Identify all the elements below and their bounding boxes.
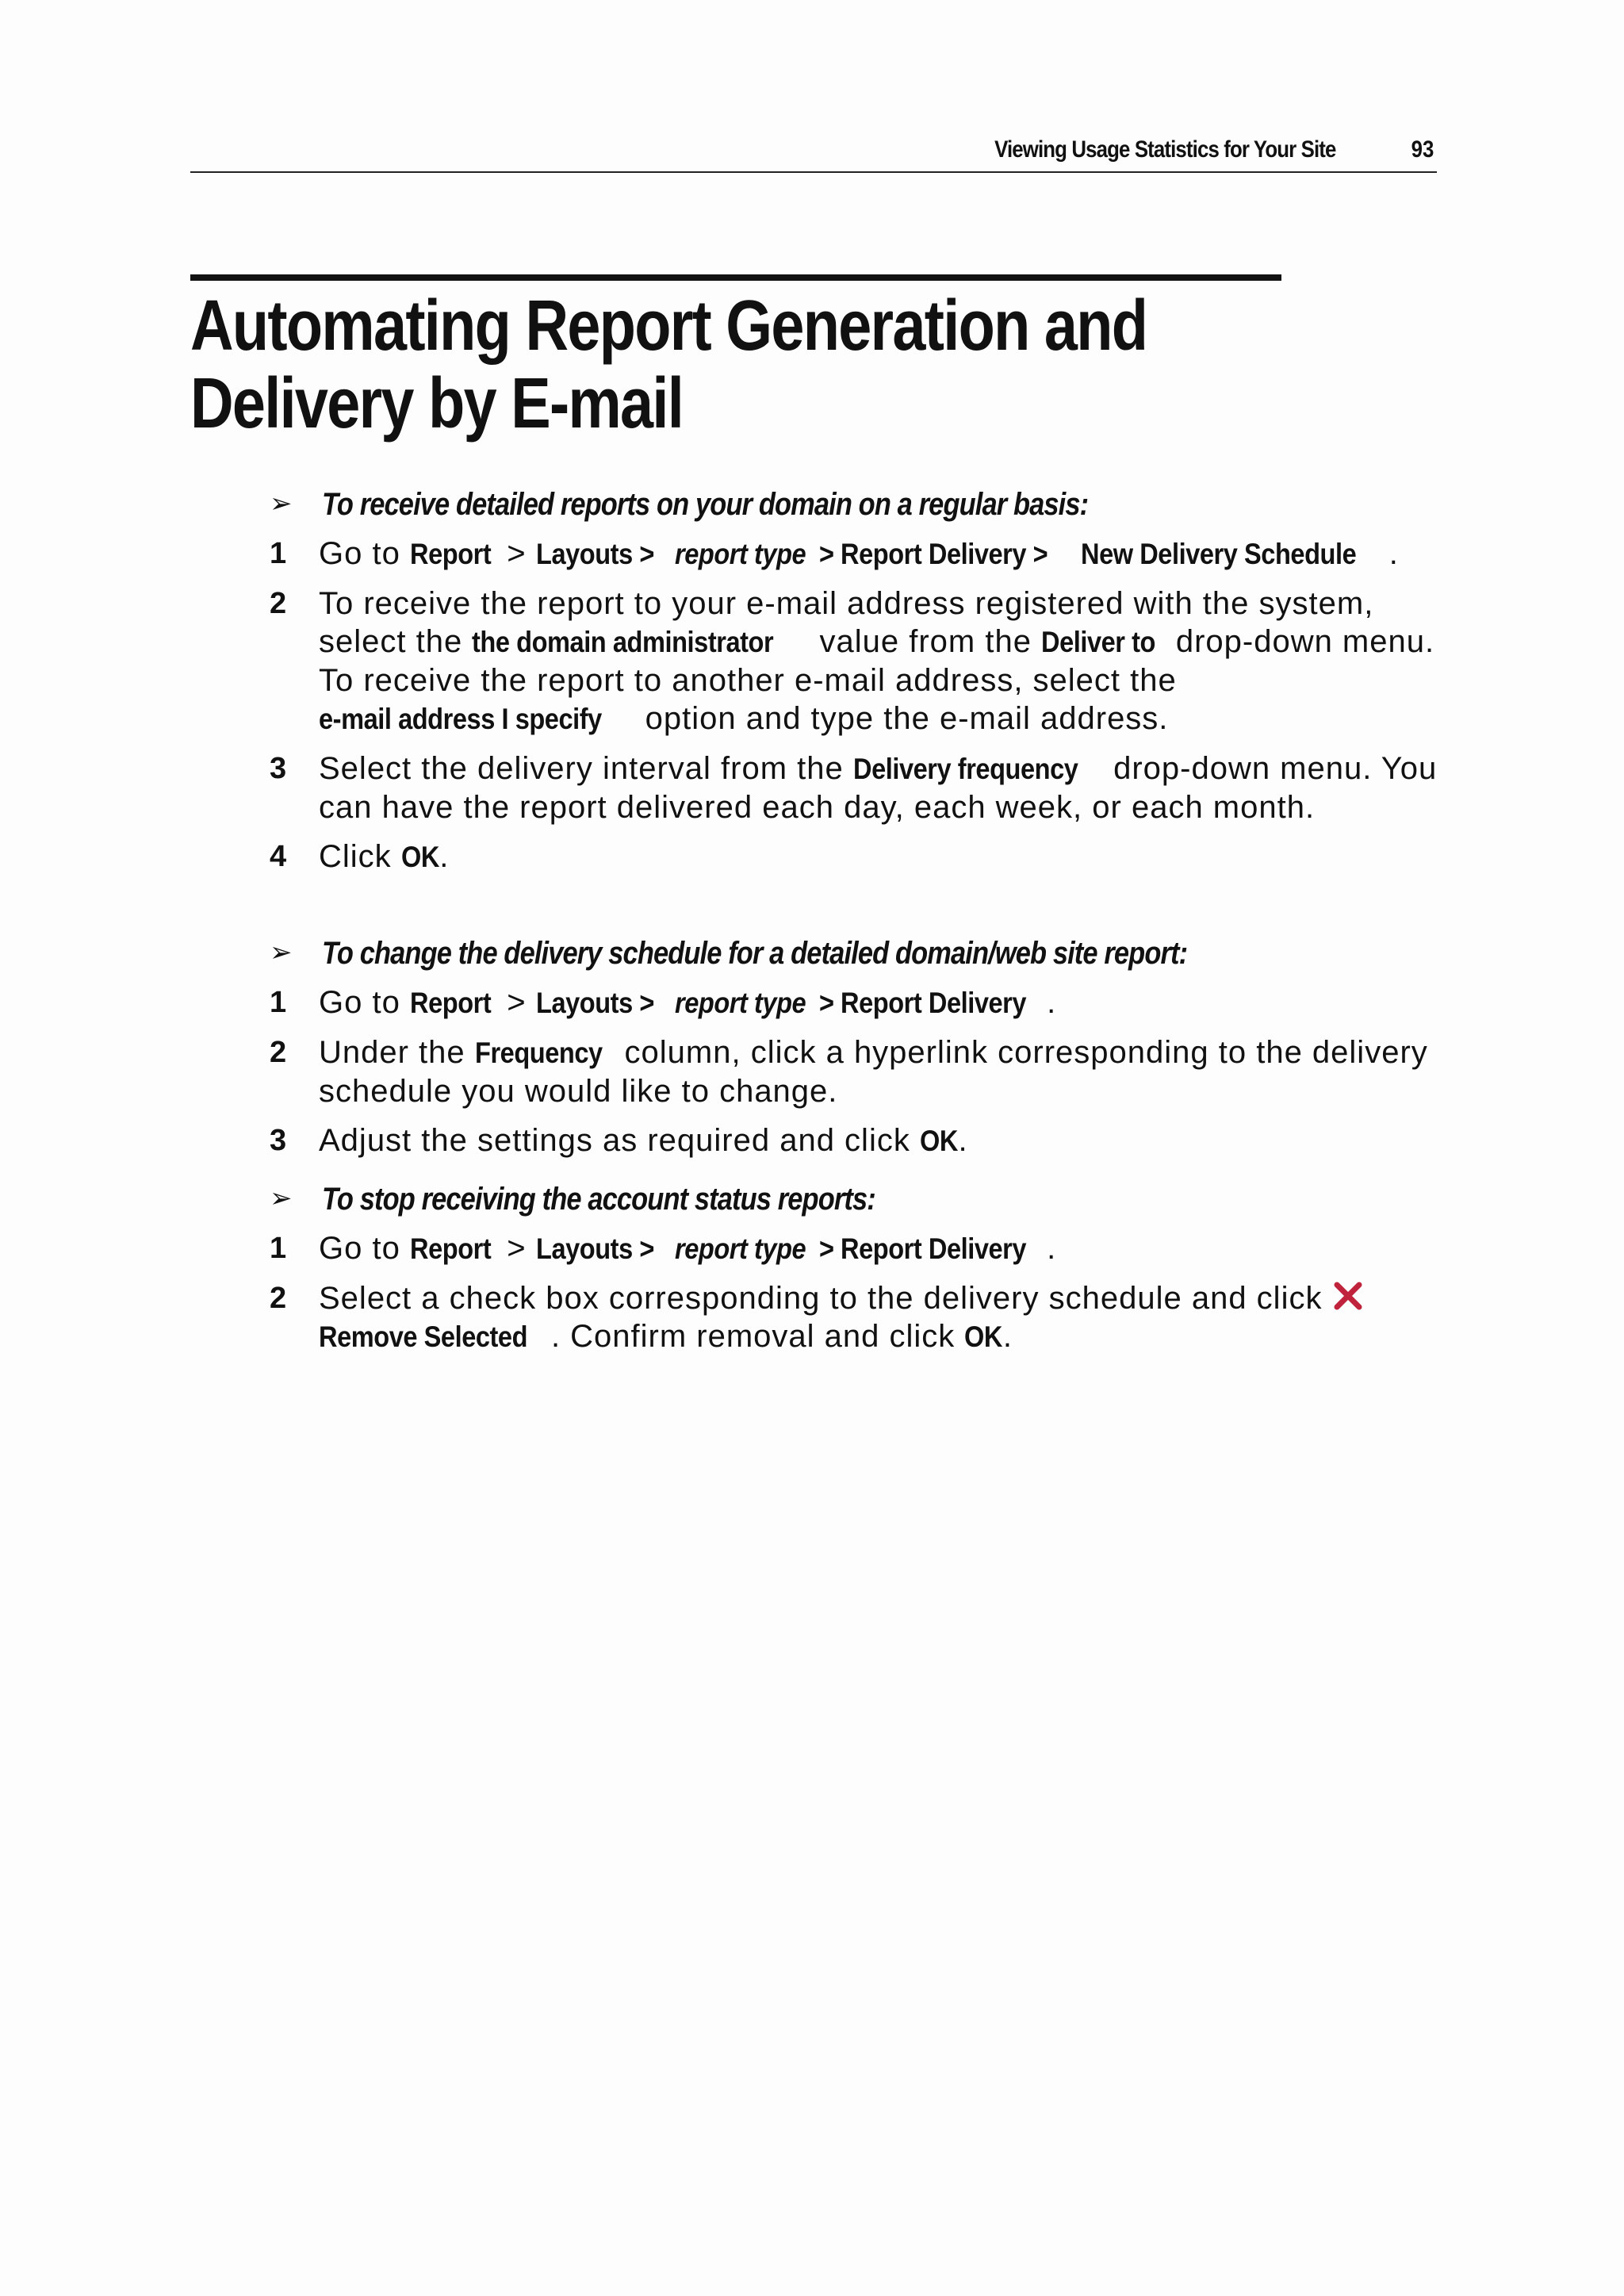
ui-element-report-type: report type — [675, 987, 806, 1019]
procedure-title: To change the delivery schedule for a detailed domain/web site report: — [322, 936, 1188, 971]
ui-element-ok: OK — [400, 841, 439, 873]
ui-element-layouts: Layouts > — [535, 538, 654, 570]
step-text: Under the Frequency column, click a hyperlink corresponding to the delivery schedule you would like to change. — [319, 1035, 1428, 1109]
step — [270, 749, 1443, 826]
ui-element-new-delivery-schedule: New Delivery Schedule — [1081, 538, 1357, 570]
step-number: 4 — [270, 840, 287, 873]
ui-element-report-delivery: Report Delivery — [841, 987, 1027, 1019]
step-text: Select the delivery interval from the Delivery frequency drop-down menu. You can have the report delivered each day, each week, or each month. — [319, 751, 1438, 825]
ui-element-report-type: report type — [675, 1232, 806, 1265]
header-title: Viewing Usage Statistics for Your Site — [994, 136, 1335, 163]
step-number: 2 — [270, 1282, 287, 1315]
step — [270, 1279, 1443, 1356]
remove-icon — [1332, 1280, 1364, 1312]
procedure-title: To stop receiving the account status reports: — [322, 1182, 875, 1217]
ui-element-ok: OK — [919, 1125, 958, 1157]
procedure-heading — [270, 1180, 1443, 1218]
step-number: 1 — [270, 986, 287, 1019]
ui-element-report-type: report type — [675, 538, 806, 570]
ui-element-ok: OK — [964, 1320, 1003, 1353]
step — [270, 585, 1443, 738]
step — [270, 535, 1443, 573]
ui-element-report: Report — [409, 538, 492, 570]
step — [270, 1033, 1443, 1110]
ui-element-domain-administrator: the domain administrator — [472, 626, 774, 658]
step-text: Go to Report > Layouts > report type> Report Delivery > New Delivery Schedule . — [319, 535, 1443, 573]
procedure-change-schedule — [270, 934, 1443, 1160]
step-number: 1 — [270, 537, 287, 570]
ui-element-layouts: Layouts > — [535, 1232, 654, 1265]
ui-element-deliver-to: Deliver to — [1041, 626, 1156, 658]
step-text: Go to Report > Layouts > report type> Report Delivery . — [319, 983, 1443, 1022]
step-text: To receive the report to your e-mail address registered with the system, select the the domain administrator value from the Deliver to drop-down menu. To receive the report to another e-mail address, select the e-mail address I specify option and type the e-mail address. — [319, 585, 1443, 738]
procedure-stop-reports — [270, 1180, 1443, 1356]
step-text: Go to Report > Layouts > report type> Report Delivery . — [319, 1229, 1443, 1268]
step-number: 1 — [270, 1232, 287, 1265]
ui-element-report-delivery: Report Delivery > — [841, 538, 1048, 570]
ui-element-remove-selected: Remove Selected — [319, 1320, 528, 1353]
ui-element-report: Report — [409, 1232, 492, 1265]
ui-element-layouts: Layouts > — [535, 987, 654, 1019]
ui-element-email-address-i-specify: e-mail address I specify — [319, 703, 602, 735]
step-text: Select a check box corresponding to the delivery schedule and click Remove Selected . Confirm removal and click OK. — [319, 1279, 1443, 1356]
arrowhead-bullet-icon: ➢ — [270, 1183, 293, 1213]
page-title: Automating Report Generation and Delivery by E-mail — [190, 286, 1147, 443]
running-header — [190, 133, 1437, 173]
ui-element-delivery-frequency: Delivery frequency — [852, 753, 1078, 785]
step-number: 3 — [270, 752, 287, 785]
step-text: Click OK. — [319, 838, 1443, 876]
ui-element-frequency: Frequency — [474, 1037, 603, 1069]
ui-element-report: Report — [409, 987, 492, 1019]
step-number: 2 — [270, 1036, 287, 1069]
procedure-receive-reports — [270, 485, 1443, 876]
procedure-title: To receive detailed reports on your domain on a regular basis: — [322, 487, 1089, 522]
step — [270, 1121, 1443, 1160]
step — [270, 983, 1443, 1022]
step-number: 2 — [270, 587, 287, 620]
step-number: 3 — [270, 1124, 287, 1157]
step — [270, 1229, 1443, 1268]
ui-element-report-delivery: Report Delivery — [841, 1232, 1027, 1265]
title-rule — [190, 274, 1281, 281]
step-text: Adjust the settings as required and click OK. — [319, 1121, 1443, 1160]
arrowhead-bullet-icon: ➢ — [270, 489, 293, 519]
arrowhead-bullet-icon: ➢ — [270, 937, 293, 968]
page-number: 93 — [1411, 136, 1434, 163]
procedure-heading — [270, 934, 1443, 972]
procedure-heading — [270, 485, 1443, 523]
step — [270, 838, 1443, 876]
